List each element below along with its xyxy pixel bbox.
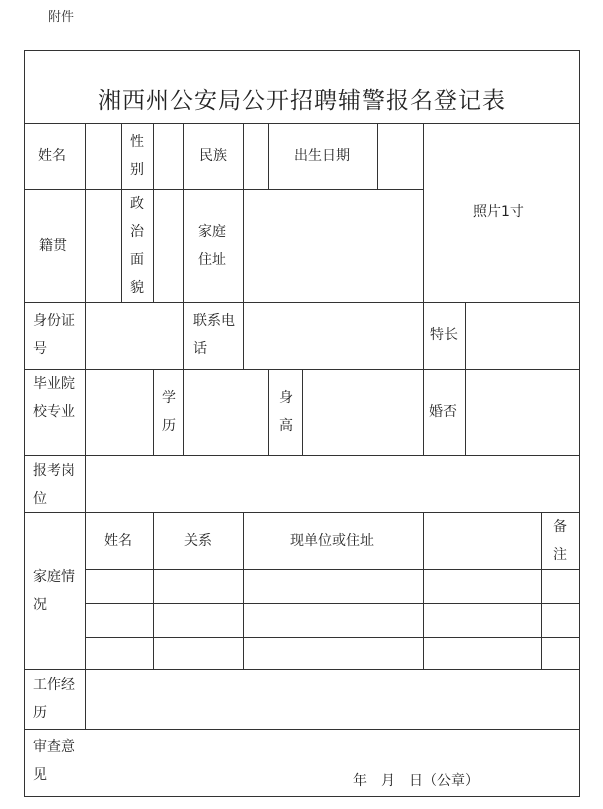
grid-line bbox=[24, 669, 580, 670]
label-photo: 照片1寸 bbox=[473, 204, 524, 220]
grid-line bbox=[85, 569, 580, 570]
header-family-workplace: 现单位或住址 bbox=[290, 533, 374, 549]
grid-line bbox=[183, 369, 184, 455]
form-title: 湘西州公安局公开招聘辅警报名登记表 bbox=[98, 88, 506, 114]
attachment-label: 附件 bbox=[48, 10, 75, 25]
grid-line bbox=[268, 369, 269, 455]
header-family-remark: 备注 bbox=[553, 519, 567, 563]
grid-line bbox=[24, 302, 580, 303]
grid-line bbox=[153, 123, 154, 302]
label-review-opinion: 审查意见 bbox=[33, 739, 75, 783]
header-family-relation: 关系 bbox=[184, 533, 212, 549]
label-height: 身高 bbox=[279, 390, 293, 434]
grid-line bbox=[465, 302, 466, 455]
grid-line bbox=[85, 603, 580, 604]
review-date-line: 年 月 日（公章） bbox=[353, 773, 479, 789]
grid-line bbox=[541, 512, 542, 669]
label-home-address: 家庭住址 bbox=[198, 224, 226, 268]
grid-line bbox=[153, 512, 154, 669]
label-gender: 性别 bbox=[130, 134, 144, 178]
grid-line bbox=[302, 369, 303, 455]
grid-line bbox=[423, 512, 424, 669]
label-work-experience: 工作经历 bbox=[33, 677, 75, 721]
grid-line bbox=[183, 123, 184, 369]
grid-line bbox=[243, 512, 244, 669]
header-family-name: 姓名 bbox=[104, 533, 132, 549]
label-family-info: 家庭情况 bbox=[33, 569, 75, 613]
grid-line bbox=[85, 637, 580, 638]
label-name: 姓名 bbox=[38, 148, 66, 164]
grid-line bbox=[24, 512, 580, 513]
grid-line bbox=[243, 123, 244, 369]
label-education: 学历 bbox=[162, 390, 176, 434]
grid-line bbox=[153, 369, 154, 455]
label-birth-date: 出生日期 bbox=[294, 148, 350, 164]
label-school-major: 毕业院校专业 bbox=[33, 376, 75, 420]
grid-line bbox=[268, 123, 269, 189]
grid-line bbox=[24, 189, 423, 190]
grid-line bbox=[85, 123, 86, 729]
grid-line bbox=[377, 123, 378, 189]
label-specialty: 特长 bbox=[430, 327, 458, 343]
grid-line bbox=[24, 123, 580, 124]
label-id-number: 身份证号 bbox=[33, 313, 75, 357]
label-phone: 联系电话 bbox=[193, 313, 235, 357]
label-political-status: 政治面貌 bbox=[130, 196, 144, 296]
label-native-place: 籍贯 bbox=[39, 238, 67, 254]
label-ethnicity: 民族 bbox=[199, 148, 227, 164]
grid-line bbox=[423, 123, 424, 455]
label-applied-position: 报考岗位 bbox=[33, 463, 75, 507]
label-marital-status: 婚否 bbox=[429, 404, 457, 420]
grid-line bbox=[24, 729, 580, 730]
grid-line bbox=[24, 455, 580, 456]
grid-line bbox=[121, 123, 122, 302]
